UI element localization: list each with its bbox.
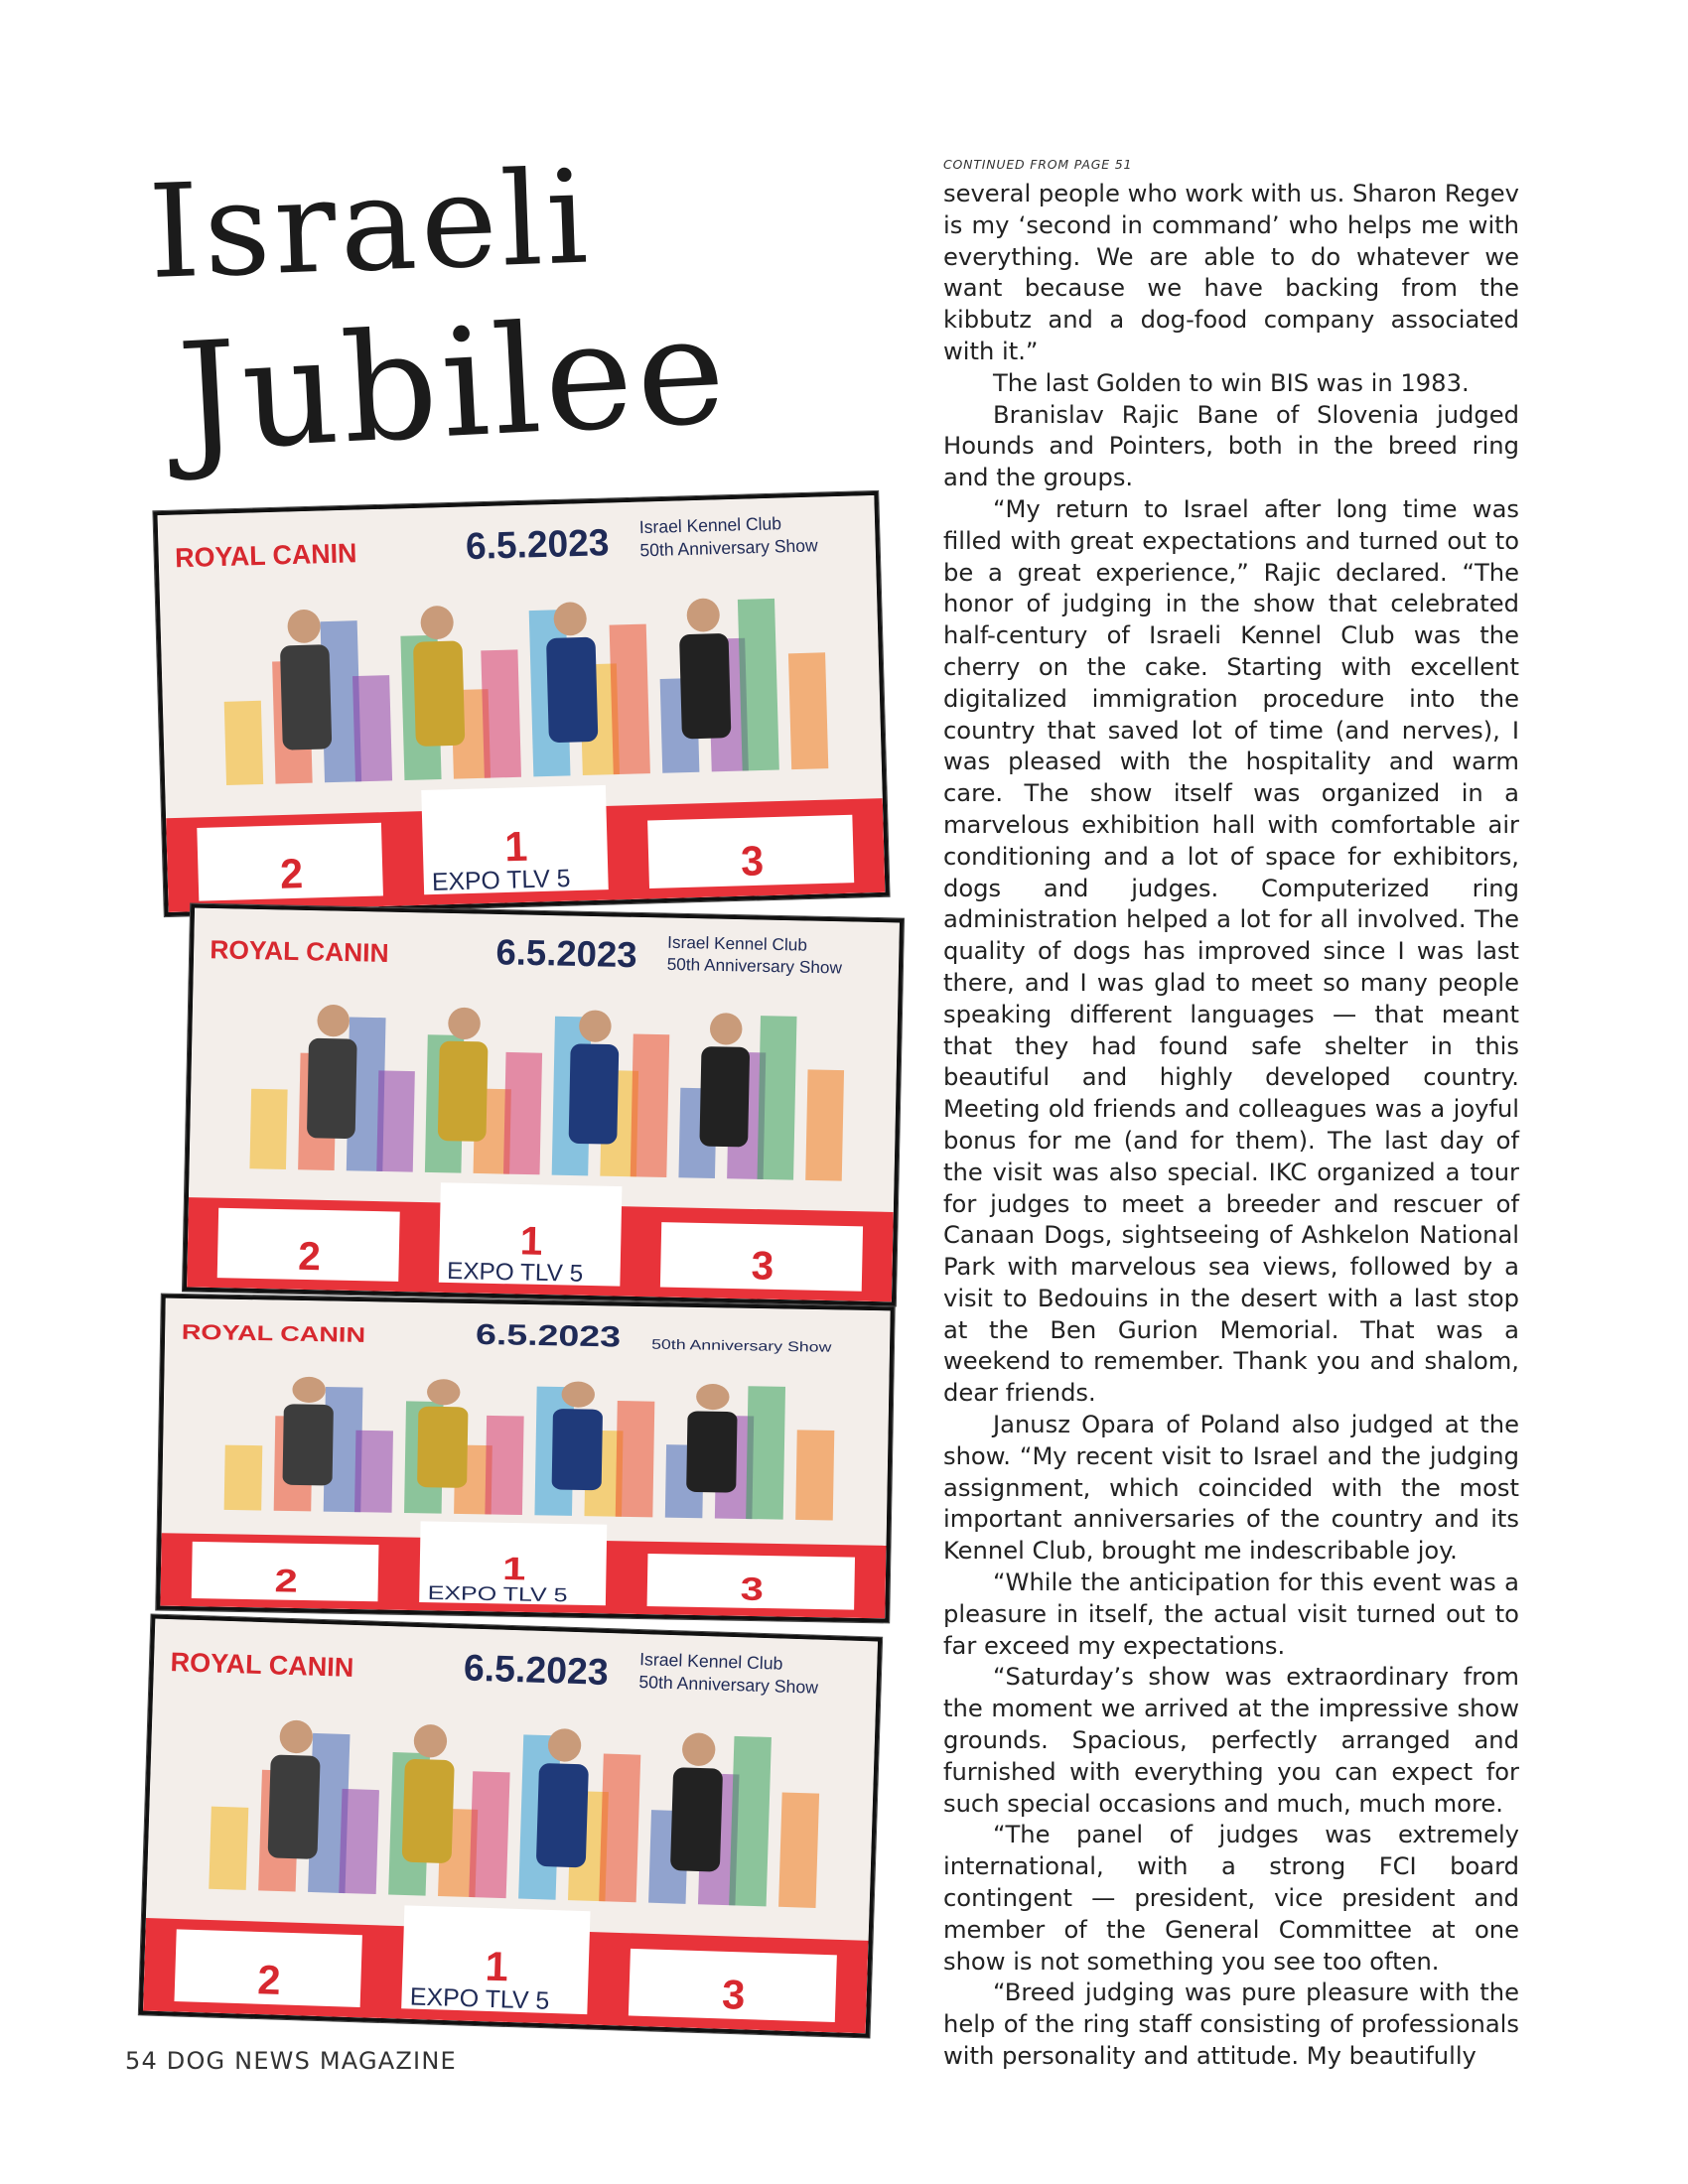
backdrop-building — [339, 1789, 379, 1894]
paragraph: “Saturday’s show was extraordinary from the moment we arrived at the impressive show grounds. Spacious, perfectly arranged and furnished with everything you can expect for such special occasions and much, much more. — [943, 1663, 1519, 1818]
backdrop-building — [746, 1386, 785, 1519]
continued-note: CONTINUED FROM PAGE 51 — [943, 157, 1133, 172]
anniversary-label: 50th Anniversary Show — [639, 535, 818, 561]
paragraph: “My return to Israel after long time was filled with great expectations and turned out to be a great experience,” Rajic declared. “The honor of judging in the show that celebrated half-century of Israeli Kennel Club was the cherry on the cake. Starting with excellent digitalized immigration procedure into the country that saved lot of time (and nerves), I was pleased with the hospitality and warm care. The show itself was organized in a marvelous exhibition hall with comfortable air conditioning and a lot of space for exhibitors, dogs and judges. Computerized ring administration helped a lot for all involved. The quality of dogs has improved since I was last there, and I was glad to meet so many people speaking different languages — that meant that they had found safe shelter in this beautiful and highly developed country. Meeting old friends and colleagues was a joyful bonus for me (and for them). The last day of the visit was also special. IKC organized a tour for judges to meet a breeder and rescuer of Canaan Dogs, sightseeing of Ashkelon National Park with marvelous sea views, followed by a visit to Bedouins in the desert with a last stop at the Ben Gurion Memorial. That was a weekend to remember. Thank you and shalom, dear friends. — [943, 494, 1519, 1408]
podium-number: 3 — [751, 1242, 774, 1289]
backdrop-building — [758, 1016, 797, 1180]
backdrop-building — [599, 1754, 640, 1903]
sponsor-logo-text: ROYAL CANIN — [210, 934, 389, 968]
podium-number: 2 — [279, 849, 304, 897]
expo-label: EXPO TLV 5 — [427, 1581, 568, 1606]
show-photo-2 — [183, 904, 904, 1306]
backdrop-building — [610, 624, 650, 775]
backdrop-building — [481, 649, 521, 777]
backdrop-building — [469, 1771, 509, 1898]
anniversary-label: 50th Anniversary Show — [666, 953, 843, 978]
paragraph: “The panel of judges was extremely international, with a strong FCI board contingent — president, vice president and member of the General Committee at one show is not something you see too often. — [943, 1821, 1519, 1976]
title-line-1: Israeli — [146, 141, 595, 308]
sponsor-logo-text: ROYAL CANIN — [174, 536, 357, 574]
title-line-2: Jubilee — [174, 284, 734, 485]
podium-number: 1 — [503, 822, 528, 871]
show-date: 6.5.2023 — [495, 931, 638, 976]
backdrop-building — [224, 701, 263, 785]
backdrop-building — [503, 1052, 542, 1174]
expo-label: EXPO TLV 5 — [446, 1258, 584, 1288]
backdrop-building — [788, 652, 828, 769]
show-date: 6.5.2023 — [463, 1646, 610, 1693]
backdrop-building — [354, 1431, 393, 1513]
show-date: 6.5.2023 — [465, 520, 610, 568]
podium-number: 1 — [501, 1550, 526, 1587]
backdrop-building — [805, 1069, 844, 1180]
podium-number: 3 — [740, 1570, 765, 1607]
podium-number: 2 — [274, 1562, 299, 1599]
club-name: Israel Kennel Club — [638, 513, 782, 538]
expo-label: EXPO TLV 5 — [431, 864, 571, 896]
article-body — [943, 157, 1519, 2073]
backdrop-building — [729, 1736, 772, 1907]
backdrop-building — [738, 599, 779, 771]
backdrop-building — [352, 675, 392, 781]
paragraph: “While the anticipation for this event was a pleasure in itself, the actual visit turned out to far exceed my expectations. — [943, 1569, 1519, 1660]
backdrop-building — [209, 1807, 248, 1890]
podium-number: 1 — [485, 1942, 509, 1990]
paragraph: The last Golden to win BIS was in 1983. — [993, 368, 1470, 397]
paragraph: Janusz Opara of Poland also judged at the show. “My recent visit to Israel and the judging assignment, which coincided with the most important anniversaries of the country and its Kennel Club, brought me indescribable joy. — [943, 1411, 1519, 1566]
podium-number: 2 — [256, 1956, 282, 2004]
podium-number: 3 — [721, 1971, 747, 2018]
show-photo-3 — [156, 1295, 894, 1623]
podium-number: 3 — [740, 836, 765, 885]
sponsor-logo-text: ROYAL CANIN — [170, 1647, 354, 1683]
backdrop-building — [778, 1792, 819, 1908]
podium-number: 1 — [519, 1217, 543, 1264]
backdrop-building — [631, 1034, 670, 1177]
backdrop-building — [485, 1416, 523, 1515]
backdrop-building — [795, 1430, 834, 1520]
show-photo-4 — [139, 1615, 882, 2038]
anniversary-label: 50th Anniversary Show — [651, 1337, 832, 1356]
paragraph: several people who work with us. Sharon Regev is my ‘second in command’ who helps me with everything. We are able to do whatever we want because we have backing from the kibbutz and a dog-food company associated with it.” — [943, 180, 1519, 365]
backdrop-building — [376, 1070, 415, 1171]
club-name: Israel Kennel Club — [666, 931, 808, 955]
sponsor-logo-text: ROYAL CANIN — [181, 1320, 366, 1348]
show-date: 6.5.2023 — [475, 1317, 622, 1354]
page-footer: 54 DOG NEWS MAGAZINE — [125, 2047, 457, 2075]
paragraph: “Breed judging was pure pleasure with the help of the ring staff consisting of professionals with personality and attitude. My beautifully — [943, 1979, 1519, 2071]
show-photo-1 — [153, 491, 889, 916]
paragraph: Branislav Rajic Bane of Slovenia judged Hounds and Pointers, both in the breed ring and the groups. — [943, 400, 1519, 492]
expo-label: EXPO TLV 5 — [409, 1982, 550, 2015]
club-name: Israel Kennel Club — [638, 1649, 783, 1674]
article-title — [146, 141, 894, 485]
podium-number: 2 — [297, 1232, 322, 1280]
backdrop-building — [616, 1401, 655, 1517]
backdrop-building — [224, 1445, 263, 1511]
backdrop-building — [249, 1089, 287, 1169]
anniversary-label: 50th Anniversary Show — [638, 1672, 819, 1698]
